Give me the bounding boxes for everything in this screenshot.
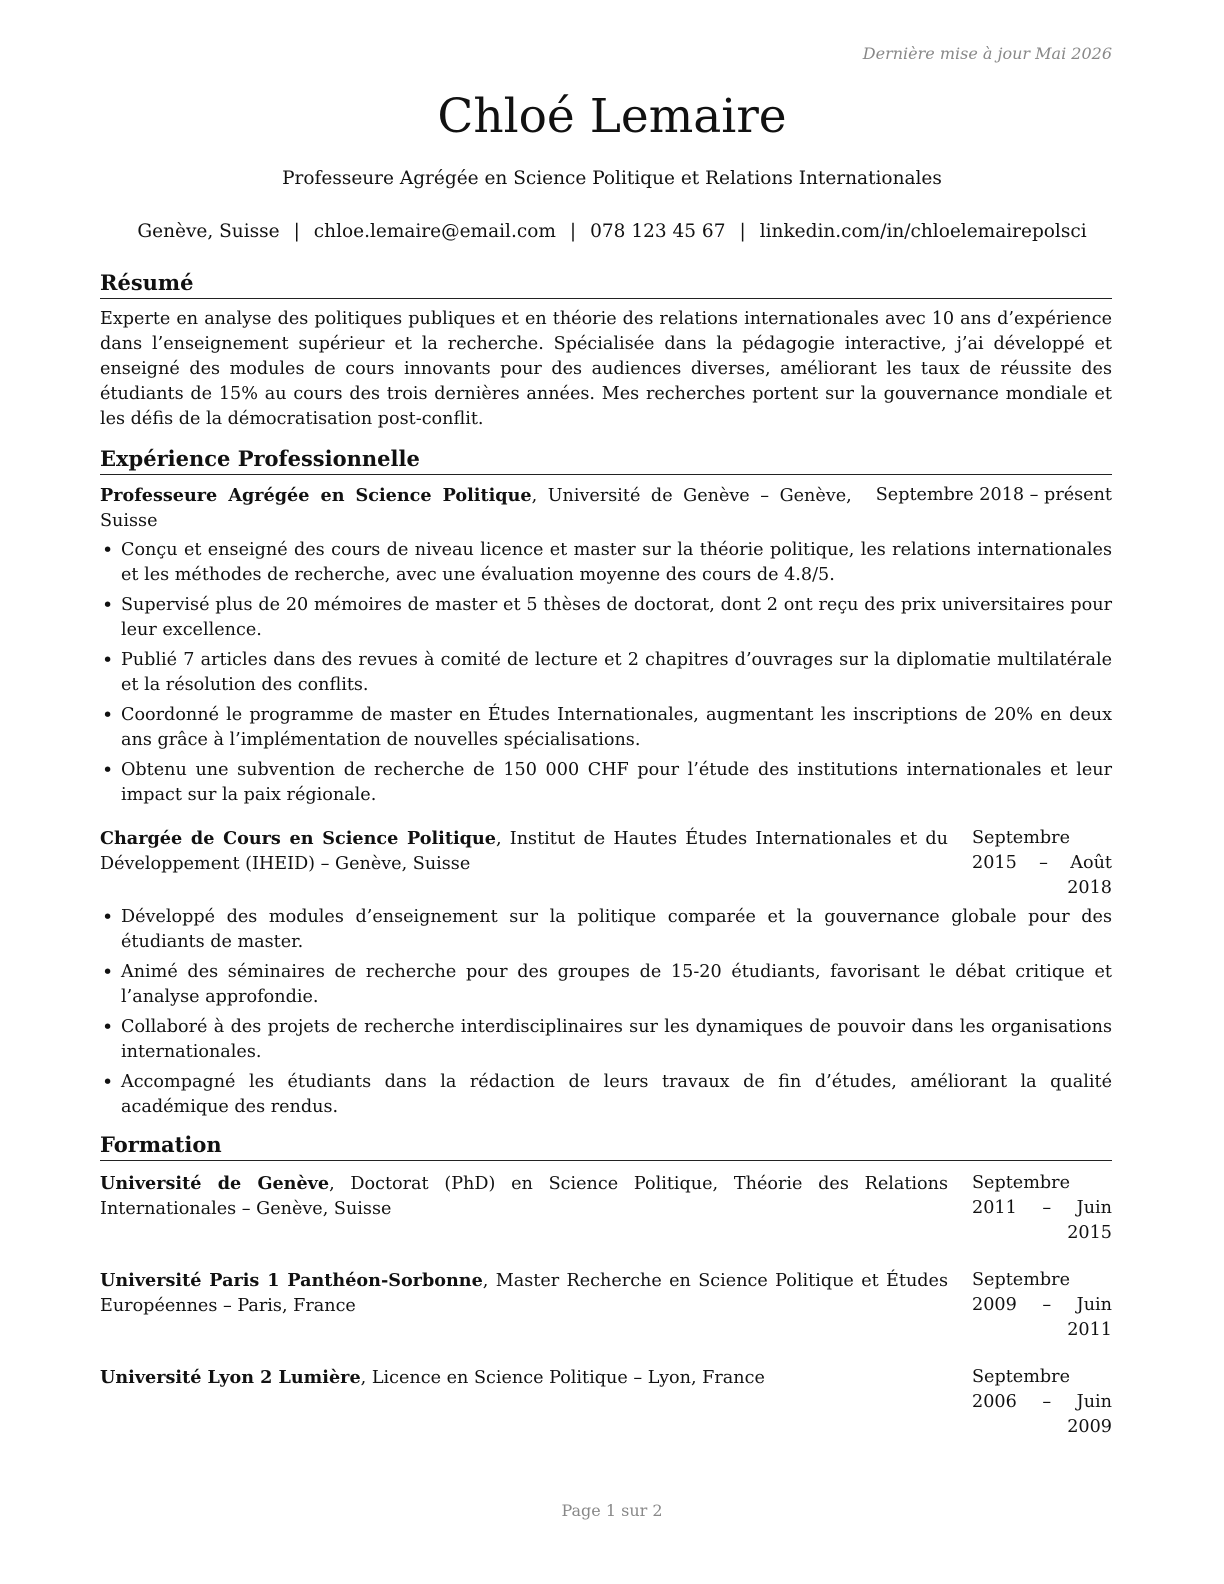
- education-dates: Septembre 2009 – Juin 2011: [972, 1270, 1112, 1340]
- education-detail: , Doctorat (PhD) en Science Politique, Théorie des Relations Internationales – Genève, Suisse: [100, 1174, 949, 1219]
- cv-content: [100, 268, 1112, 1440]
- job-dates: Septembre 2018 – présent: [875, 485, 1112, 505]
- last-updated: Dernière mise à jour Mai 2026: [862, 44, 1112, 63]
- job-org: , Institut de Hautes Études Internationales et du Développement (IHEID) – Genève, Suisse: [100, 829, 948, 874]
- page-number: Page 1 sur 2: [561, 1501, 663, 1520]
- job-bullets: [100, 905, 1112, 1120]
- education-detail: , Master Recherche en Science Politique et Études Européennes – Paris, France: [100, 1271, 948, 1316]
- job-bullets: [100, 538, 1112, 808]
- education-dates: Septembre 2006 – Juin 2009: [972, 1367, 1112, 1437]
- linkedin-link[interactable]: linkedin.com/in/chloelemairepolsci: [759, 221, 1087, 242]
- education-school: Université Lyon 2 Lumière: [100, 1367, 361, 1388]
- job-org: , Université de Genève – Genève, Suisse: [100, 486, 852, 531]
- contact-line: [0, 219, 1224, 245]
- section-title-experience: Expérience Professionnelle: [100, 444, 1112, 475]
- education-school-detail: [100, 1365, 948, 1391]
- separator: |: [739, 221, 746, 242]
- list-item: • Accompagné les étudiants dans la rédaction de leurs travaux de fin d’études, améliorant la qualité académique des rendus.: [100, 1070, 1112, 1120]
- section-title-summary: Résumé: [100, 268, 1112, 299]
- education-entry: [100, 1268, 1112, 1343]
- list-item: • Obtenu une subvention de recherche de 150 000 CHF pour l’étude des institutions internationales et leur impact sur la paix régionale.: [100, 758, 1112, 808]
- education-detail: , Licence en Science Politique – Lyon, France: [360, 1368, 765, 1388]
- job-role: Chargée de Cours en Science Politique: [100, 828, 496, 849]
- job-dates: Septembre 2015 – Août 2018: [972, 828, 1112, 898]
- job-role-org: [100, 826, 948, 877]
- job-header: [100, 826, 1112, 901]
- education-school: Université de Genève: [100, 1173, 330, 1194]
- education-entry: [100, 1365, 1112, 1440]
- list-item: • Conçu et enseigné des cours de niveau licence et master sur la théorie politique, les relations internationales et les méthodes de recherche, avec une évaluation moyenne des cours de 4.8/5.: [100, 538, 1112, 588]
- job-entry: [100, 826, 1112, 1120]
- list-item: • Développé des modules d’enseignement sur la politique comparée et la gouvernance globale pour des étudiants de master.: [100, 905, 1112, 955]
- job-header: [100, 483, 1112, 534]
- person-name: Chloé Lemaire: [437, 89, 787, 144]
- separator: |: [293, 221, 300, 242]
- list-item: • Animé des séminaires de recherche pour des groupes de 15-20 étudiants, favorisant le débat critique et l’analyse approfondie.: [100, 960, 1112, 1010]
- education-school-detail: [100, 1268, 948, 1319]
- list-item: • Publié 7 articles dans des revues à comité de lecture et 2 chapitres d’ouvrages sur la diplomatie multilatérale et la résolution des conflits.: [100, 648, 1112, 698]
- education-school: Université Paris 1 Panthéon-Sorbonne: [100, 1270, 483, 1291]
- education-school-detail: [100, 1171, 948, 1222]
- job-role-org: [100, 483, 852, 534]
- job-entry: [100, 483, 1112, 808]
- list-item: • Supervisé plus de 20 mémoires de master et 5 thèses de doctorat, dont 2 ont reçu des prix universitaires pour leur excellence.: [100, 593, 1112, 643]
- list-item: • Coordonné le programme de master en Études Internationales, augmentant les inscriptions de 20% en deux ans grâce à l’implémentation de nouvelles spécialisations.: [100, 703, 1112, 753]
- summary-text: Experte en analyse des politiques publiques et en théorie des relations internationales avec 10 ans d’expérience dans l’enseignement supérieur et la recherche. Spécialisée dans la pédagogie interactive, j’ai développé et enseigné des modules de cours innovants pour des audiences diverses, améliorant les taux de réussite des étudiants de 15% au cours des trois dernières années. Mes recherches portent sur la gouvernance mondiale et les défis de la démocratisation post-conflit.: [100, 309, 1112, 429]
- list-item: • Collaboré à des projets de recherche interdisciplinaires sur les dynamiques de pouvoir dans les organisations internationales.: [100, 1015, 1112, 1065]
- section-title-education: Formation: [100, 1130, 1112, 1161]
- location: Genève, Suisse: [137, 221, 280, 242]
- education-entry: [100, 1171, 1112, 1246]
- phone: 078 123 45 67: [590, 221, 726, 242]
- separator: |: [569, 221, 577, 242]
- job-title: Professeure Agrégée en Science Politique et Relations Internationales: [282, 168, 942, 189]
- job-role: Professeure Agrégée en Science Politique: [100, 485, 532, 506]
- education-dates: Septembre 2011 – Juin 2015: [972, 1173, 1112, 1243]
- email-link[interactable]: chloe.lemaire@email.com: [313, 221, 556, 242]
